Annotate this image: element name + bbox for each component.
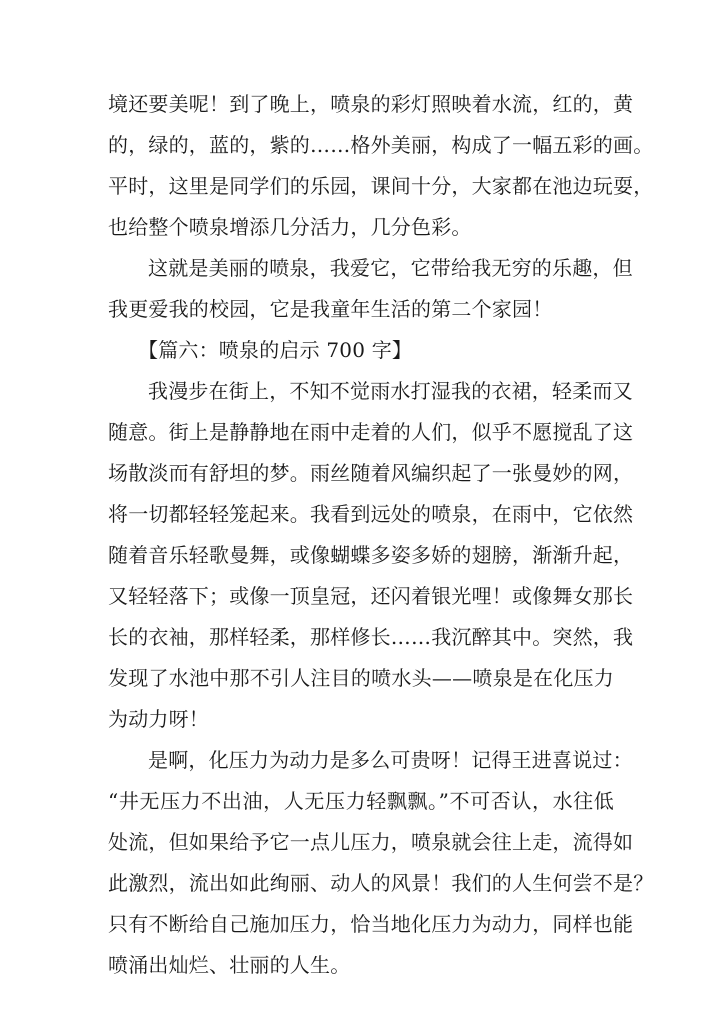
paragraph-story-2	[108, 740, 654, 986]
text-line: 此激烈，流出如此绚丽、动人的风景！我们的人生何尝不是？	[108, 871, 654, 895]
text-line: 随着音乐轻歌曼舞，或像蝴蝶多姿多娇的翅膀，渐渐升起，	[108, 543, 634, 567]
text-line: 随意。街上是静静地在雨中走着的人们，似乎不愿搅乱了这	[108, 420, 634, 444]
text-line: 平时，这里是同学们的乐园，课间十分，大家都在池边玩耍，	[108, 174, 654, 198]
text-line: 喷涌出灿烂、壮丽的人生。	[108, 953, 351, 977]
section-heading: 【篇六：喷泉的启示 700 字】	[138, 338, 413, 362]
text-line: 这就是美丽的喷泉，我爱它，它带给我无穷的乐趣，但	[148, 256, 633, 280]
paragraph-conclusion	[108, 248, 633, 330]
paragraph-story-1	[108, 371, 634, 740]
text-line: 只有不断给自己施加压力，恰当地化压力为动力，同样也能	[108, 912, 634, 936]
text-line: 是啊，化压力为动力是多么可贵呀！记得王进喜说过：	[148, 748, 633, 772]
text-line: 发现了水池中那不引人注目的喷水头——喷泉是在化压力	[108, 666, 614, 690]
text-line: 境还要美呢！到了晚上，喷泉的彩灯照映着水流，红的，黄	[108, 92, 634, 116]
text-line: 长的衣袖，那样轻柔，那样修长……我沉醉其中。突然，我	[108, 625, 634, 649]
text-line: “井无压力不出油，人无压力轻飘飘。”不可否认，水往低	[108, 789, 614, 813]
text-line: 场散淡而有舒坦的梦。雨丝随着风编织起了一张曼妙的网，	[108, 461, 634, 485]
text-line: 为动力呀！	[108, 707, 209, 731]
text-line: 处流，但如果给予它一点儿压力，喷泉就会往上走，流得如	[108, 830, 634, 854]
text-line: 将一切都轻轻笼起来。我看到远处的喷泉，在雨中，它依然	[108, 502, 634, 526]
text-line: 也给整个喷泉增添几分活力，几分色彩。	[108, 215, 472, 239]
text-line: 我漫步在街上，不知不觉雨水打湿我的衣裙，轻柔而又	[148, 379, 633, 403]
text-line: 我更爱我的校园，它是我童年生活的第二个家园！	[108, 297, 553, 321]
paragraph-continuation	[108, 84, 654, 248]
text-line: 的，绿的，蓝的，紫的……格外美丽，构成了一幅五彩的画。	[108, 133, 654, 157]
document-body	[108, 84, 654, 986]
text-line: 又轻轻落下；或像一顶皇冠，还闪着银光哩！或像舞女那长	[108, 584, 634, 608]
